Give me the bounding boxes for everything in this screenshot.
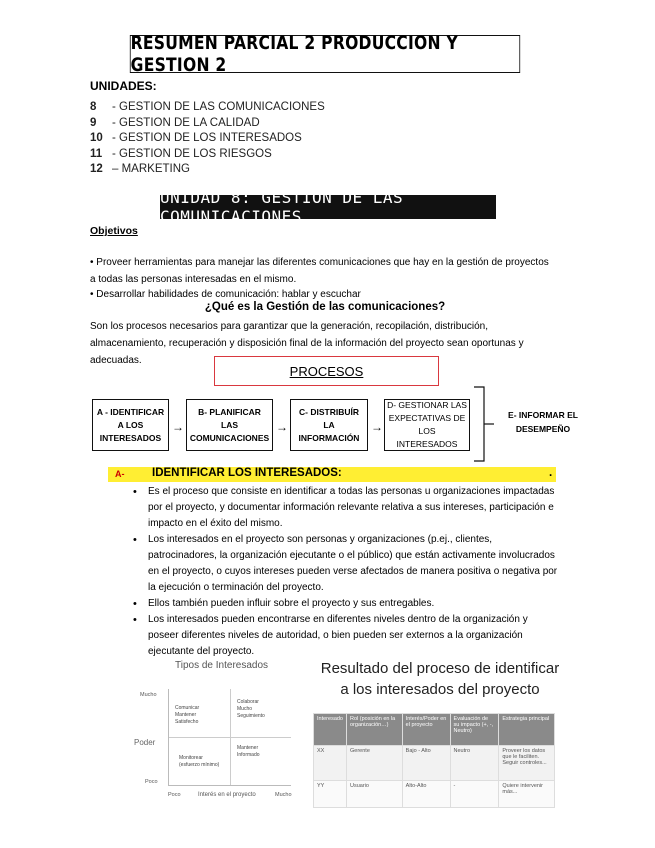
table-cell: Alto-Alto xyxy=(402,781,450,808)
quad-top-left: Comunicar Mantener Satisfecho xyxy=(175,705,200,725)
stakeholder-grid xyxy=(168,689,291,786)
document-title: RESUMEN PARCIAL 2 PRODUCCION Y GESTION 2 xyxy=(130,35,520,73)
table-row xyxy=(314,746,555,781)
table-cell: - xyxy=(450,781,499,808)
quad-top-right: Colaborar Mucho Seguimiento xyxy=(237,699,265,719)
table-cell: XX xyxy=(314,746,347,781)
section-letter: A- xyxy=(115,469,125,479)
table-cell: Proveer los datos que le faciliten. Seguir controles... xyxy=(499,746,555,781)
section-title: IDENTIFICAR LOS INTERESADOS: xyxy=(152,467,342,479)
question-heading: ¿Qué es la Gestión de las comunicaciones? xyxy=(204,301,446,313)
quad-bottom-left: Monitorear (esfuerzo mínimo) xyxy=(179,755,220,768)
section-bullets xyxy=(130,484,560,660)
unit-item: 12 – MARKETING xyxy=(90,163,190,175)
table-header-cell: Estrategia principal xyxy=(499,714,555,746)
section-dot: . xyxy=(549,467,553,479)
table-cell: Neutro xyxy=(450,746,499,781)
unit-item: 10 - GESTION DE LOS INTERESADOS xyxy=(90,132,302,144)
brace-icon xyxy=(472,385,496,463)
unit-item: 11 - GESTION DE LOS RIESGOS xyxy=(90,147,272,160)
table-header-cell: Evaluación de su impacto (+, -, Neutro) xyxy=(450,714,499,746)
unit-item: 8 - GESTION DE LAS COMUNICACIONES xyxy=(90,101,325,113)
table-header-cell: Interés/Poder en el proyecto xyxy=(402,714,450,746)
arrow-icon: → xyxy=(276,420,288,434)
list-item: • Los interesados en el proyecto son personas y organizaciones (p.ej., clientes, patrocinadores, la organización ejecutante o el público) que están activamente involucrados en el proyecto, o cuyos intereses pueden verse afectados de manera positiva o negativa por la ejecución o terminación del proyecto. xyxy=(130,532,560,596)
process-a-box: A - IDENTIFICAR A LOS INTERESADOS xyxy=(92,399,169,451)
y-mucho-label: Mucho xyxy=(140,692,157,698)
tipos-title: Tipos de Interesados xyxy=(175,660,269,671)
x-poco-label: Poco xyxy=(168,792,181,798)
y-axis-label: Poder xyxy=(134,738,156,747)
x-mucho-label: Mucho xyxy=(275,792,292,798)
table-header-row xyxy=(314,714,555,746)
resultado-table xyxy=(313,713,555,808)
process-c-box: C- DISTRIBUÍR LA INFORMACIÓN xyxy=(290,399,368,451)
process-b-box: B- PLANIFICAR LAS COMUNICACIONES xyxy=(186,399,273,451)
process-d-box: D- GESTIONAR LAS EXPECTATIVAS DE LOS INTERESADOS xyxy=(384,399,470,451)
list-item: • Es el proceso que consiste en identificar a todas las personas u organizaciones impactadas por el proyecto, y documentar información relevante relativa a sus intereses, participación e impacto en el éxito del mismo. xyxy=(130,484,560,532)
unit-item: 9 - GESTION DE LA CALIDAD xyxy=(90,116,260,129)
objetivos-heading: Objetivos xyxy=(90,225,138,237)
table-cell: Bajo - Alto xyxy=(402,746,450,781)
table-header-cell: Rol (posición en la organización…) xyxy=(347,714,403,746)
arrow-icon: → xyxy=(371,420,383,434)
table-cell: Usuario xyxy=(347,781,403,808)
procesos-title: PROCESOS xyxy=(214,356,439,386)
unit-8-banner: UNIDAD 8: GESTION DE LAS COMUNICACIONES xyxy=(160,195,496,219)
process-e-box: E- INFORMAR EL DESEMPEÑO xyxy=(508,410,578,434)
list-item: • Ellos también pueden influir sobre el proyecto y sus entregables. xyxy=(130,596,560,612)
resultado-title: Resultado del proceso de identificar a los interesados del proyecto xyxy=(320,660,560,698)
quad-bottom-right: Mantener Informado xyxy=(237,745,260,758)
table-cell: Quiere intervenir más... xyxy=(499,781,555,808)
arrow-icon: → xyxy=(172,420,184,434)
list-item: • Los interesados pueden encontrarse en diferentes niveles dentro de la organización y poseer diferentes niveles de autoridad, o bien pueden ser externos a la organización ejecutante del proyecto. xyxy=(130,612,560,660)
y-poco-label: Poco xyxy=(145,779,158,785)
table-row xyxy=(314,781,555,808)
x-axis-label: Interés en el proyecto xyxy=(198,792,256,798)
unit-list xyxy=(90,100,325,178)
units-label: UNIDADES: xyxy=(90,79,157,93)
table-header-cell: Interesado xyxy=(314,714,347,746)
table-cell: YY xyxy=(314,781,347,808)
objetivo-1: • Proveer herramientas para manejar las diferentes comunicaciones que hay en la gestión de proyectos a todas las personas interesadas en el mismo. xyxy=(90,257,549,285)
table-cell: Gerente xyxy=(347,746,403,781)
objetivo-2: • Desarrollar habilidades de comunicación: hablar y escuchar xyxy=(90,289,361,300)
definition-paragraph: Son los procesos necesarios para garantizar que la generación, recopilación, distribución, almacenamiento, recuperación y disposición final de la información del proyecto sean oportunas y adecuadas. xyxy=(90,321,524,366)
